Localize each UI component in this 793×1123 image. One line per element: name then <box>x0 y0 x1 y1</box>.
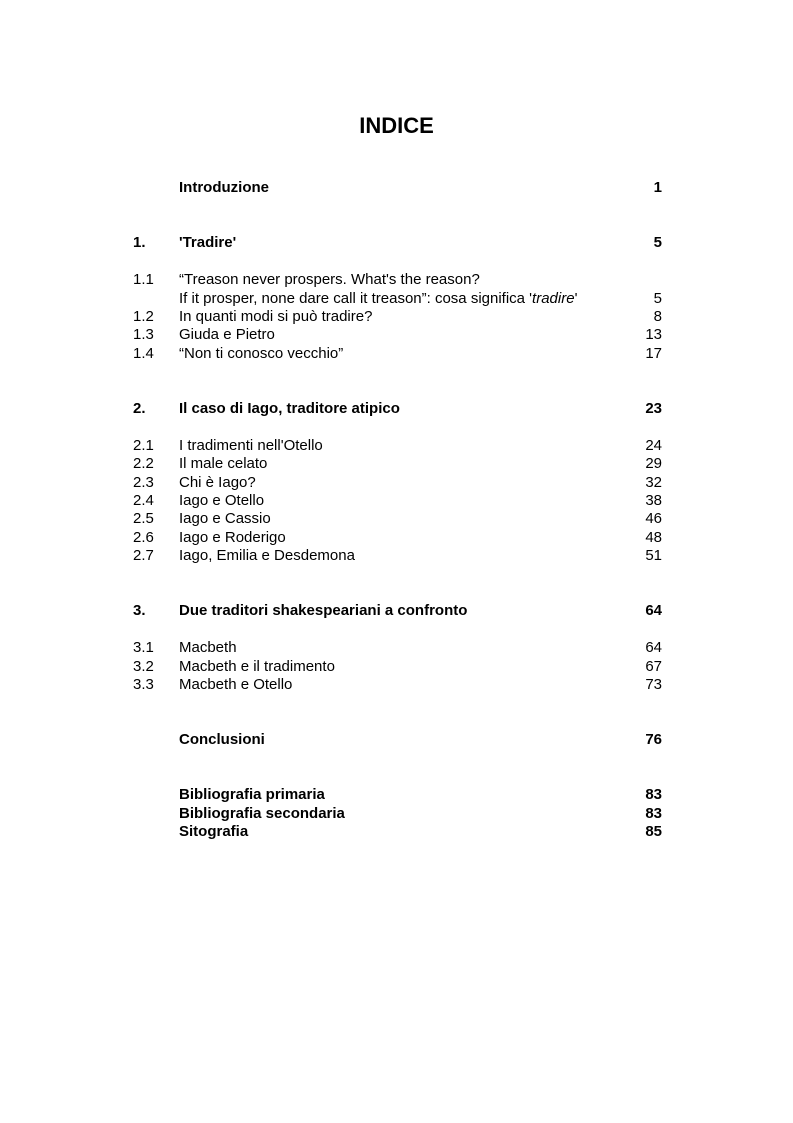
toc-entry-page: 5 <box>653 234 662 251</box>
toc-entry-page: 38 <box>645 492 662 509</box>
toc-entry-label-italic: tradire <box>532 290 575 307</box>
toc-entry-label: Iago e Cassio <box>179 510 271 527</box>
toc-entry-label: Introduzione <box>179 179 269 196</box>
toc-section-1-4[interactable] <box>0 344 793 363</box>
toc-entry-page: 32 <box>645 474 662 491</box>
toc-entry-number: 1.1 <box>133 271 154 288</box>
toc-entry-bibliografia-secondaria[interactable] <box>0 804 793 823</box>
toc-entry-number: 2.7 <box>133 547 154 564</box>
toc-entry-label: “Non ti conosco vecchio” <box>179 345 344 362</box>
toc-section-1-2[interactable] <box>0 307 793 326</box>
toc-section-1-3[interactable] <box>0 325 793 344</box>
toc-section-1-1-continued[interactable] <box>0 289 793 308</box>
toc-entry-page: 46 <box>645 510 662 527</box>
toc-entry-page: 83 <box>645 805 662 822</box>
toc-section-2-5[interactable] <box>0 509 793 528</box>
toc-chapter-3[interactable] <box>0 601 793 620</box>
toc-entry-label-line2 <box>179 289 577 308</box>
toc-chapter-2[interactable] <box>0 399 793 418</box>
toc-entry-number: 2. <box>133 400 146 417</box>
toc-entry-page: 83 <box>645 786 662 803</box>
toc-entry-page: 76 <box>645 731 662 748</box>
toc-section-3-2[interactable] <box>0 657 793 676</box>
toc-entry-label: Sitografia <box>179 823 249 840</box>
toc-entry-page: 8 <box>653 308 662 325</box>
toc-entry-number: 3.1 <box>133 639 154 656</box>
toc-entry-label: Giuda e Pietro <box>179 326 275 343</box>
toc-entry-page: 48 <box>645 529 662 546</box>
toc-entry-label: I tradimenti nell'Otello <box>179 437 323 454</box>
toc-entry-page: 1 <box>653 179 662 196</box>
toc-entry-number: 3.3 <box>133 676 154 693</box>
toc-entry-page: 24 <box>645 437 662 454</box>
toc-chapter-1[interactable] <box>0 233 793 252</box>
toc-section-2-7[interactable] <box>0 546 793 565</box>
toc-entry-page: 67 <box>645 658 662 675</box>
toc-entry-label: Chi è Iago? <box>179 474 256 491</box>
toc-entry-label: Il caso di Iago, traditore atipico <box>179 400 400 417</box>
toc-entry-page: 13 <box>645 326 662 343</box>
toc-section-2-1[interactable] <box>0 436 793 455</box>
toc-section-3-1[interactable] <box>0 638 793 657</box>
toc-entry-number: 1.4 <box>133 345 154 362</box>
toc-entry-label: Due traditori shakespeariani a confronto <box>179 602 468 619</box>
toc-entry-page: 51 <box>645 547 662 564</box>
toc-entry-page: 29 <box>645 455 662 472</box>
toc-section-2-6[interactable] <box>0 528 793 547</box>
toc-entry-number: 1. <box>133 234 146 251</box>
toc-entry-label: Bibliografia primaria <box>179 786 325 803</box>
toc-entry-label-text: If it prosper, none dare call it treason”: cosa significa ' <box>179 290 533 307</box>
toc-entry-label: 'Tradire' <box>179 234 237 251</box>
toc-section-3-3[interactable] <box>0 675 793 694</box>
page-title: INDICE <box>359 113 434 138</box>
toc-entry-page: 17 <box>645 345 662 362</box>
toc-entry-label: Conclusioni <box>179 731 265 748</box>
toc-entry-label: Il male celato <box>179 455 268 472</box>
toc-entry-label: Macbeth <box>179 639 237 656</box>
toc-entry-number: 2.1 <box>133 437 154 454</box>
toc-entry-label: Iago, Emilia e Desdemona <box>179 547 355 564</box>
toc-entry-conclusioni[interactable] <box>0 730 793 749</box>
toc-section-1-1[interactable] <box>0 270 793 289</box>
toc-entry-number: 2.5 <box>133 510 154 527</box>
toc-entry-page: 85 <box>645 823 662 840</box>
toc-entry-label-line1: “Treason never prospers. What's the reason? <box>179 271 480 288</box>
toc-entry-label-text-end: ' <box>574 290 578 307</box>
toc-entry-page: 5 <box>653 290 662 307</box>
toc-entry-introduzione[interactable] <box>0 178 793 197</box>
toc-section-2-2[interactable] <box>0 454 793 473</box>
toc-entry-label: Macbeth e il tradimento <box>179 658 335 675</box>
toc-entry-number: 1.2 <box>133 308 154 325</box>
toc-entry-label: Iago e Roderigo <box>179 529 286 546</box>
toc-entry-page: 23 <box>645 400 662 417</box>
toc-entry-bibliografia-primaria[interactable] <box>0 785 793 804</box>
toc-section-2-4[interactable] <box>0 491 793 510</box>
toc-entry-label: In quanti modi si può tradire? <box>179 308 373 325</box>
toc-entry-page: 73 <box>645 676 662 693</box>
toc-entry-number: 2.2 <box>133 455 154 472</box>
toc-entry-number: 2.3 <box>133 474 154 491</box>
toc-entry-number: 2.4 <box>133 492 154 509</box>
toc-entry-label: Macbeth e Otello <box>179 676 293 693</box>
toc-entry-number: 2.6 <box>133 529 154 546</box>
toc-entry-page: 64 <box>645 602 662 619</box>
toc-entry-sitografia[interactable] <box>0 822 793 841</box>
toc-section-2-3[interactable] <box>0 473 793 492</box>
toc-entry-number: 3. <box>133 602 146 619</box>
toc-entry-label: Iago e Otello <box>179 492 265 509</box>
toc-entry-page: 64 <box>645 639 662 656</box>
toc-entry-label: Bibliografia secondaria <box>179 805 345 822</box>
toc-entry-number: 1.3 <box>133 326 154 343</box>
toc-entry-number: 3.2 <box>133 658 154 675</box>
